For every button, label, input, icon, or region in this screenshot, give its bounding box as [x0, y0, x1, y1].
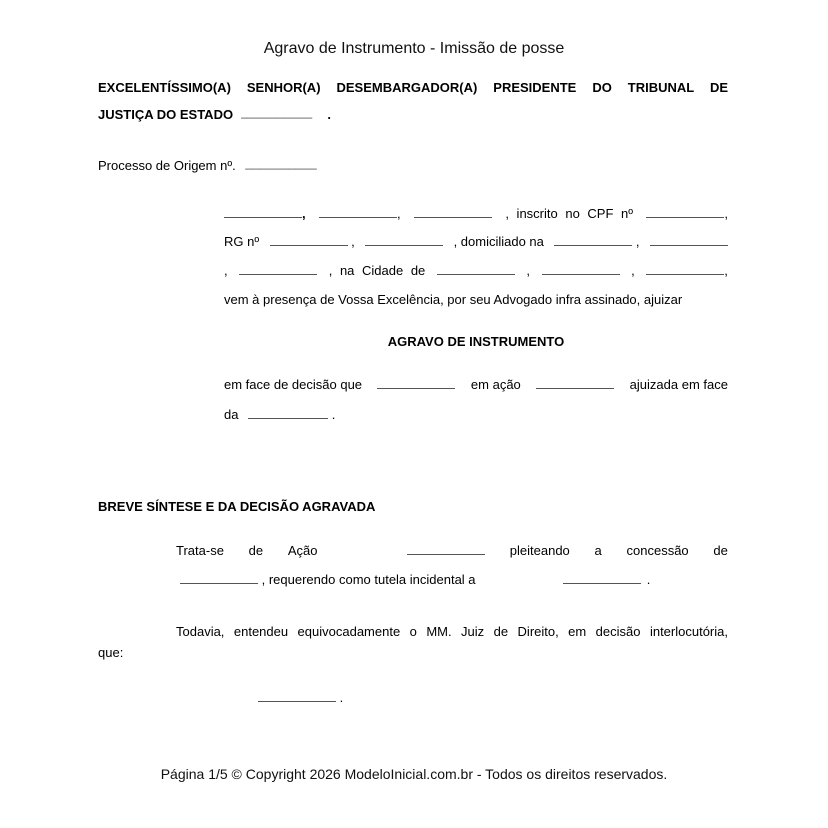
- action-blank[interactable]: [536, 378, 614, 389]
- sep: ,: [635, 234, 640, 249]
- cep-blank[interactable]: [646, 264, 724, 275]
- sep: ,: [351, 234, 355, 249]
- address-text-1: EXCELENTÍSSIMO(A) SENHOR(A) DESEMBARGADOR(A) PRESIDENTE DO TRIBUNAL DE: [98, 80, 728, 95]
- face-text-2: em ação: [470, 377, 521, 392]
- sep: ,: [724, 263, 728, 278]
- face-line-1: [224, 377, 728, 392]
- processo-label: Processo de Origem nº.: [98, 158, 236, 173]
- qualificacao-line-2: [224, 234, 728, 249]
- sep: ,: [631, 263, 635, 278]
- face-line-2: [224, 407, 335, 422]
- city-blank[interactable]: [437, 264, 515, 275]
- word: a: [594, 543, 602, 558]
- agravo-heading: AGRAVO DE INSTRUMENTO: [387, 334, 565, 349]
- face-text-4: da: [224, 407, 239, 422]
- word: Trata-se: [176, 543, 224, 558]
- nationality-blank[interactable]: [319, 207, 397, 218]
- processo-blank[interactable]: __________: [245, 155, 317, 170]
- todavia-paragraph: Todavia, entendeu equivocadamente o MM. Juiz de Direito, em decisão interlocutória,: [176, 624, 728, 639]
- sintese-text-2: , requerendo como tutela incidental a: [261, 572, 476, 587]
- word: pleiteando: [509, 543, 570, 558]
- address-text-2: JUSTIÇA DO ESTADO: [98, 107, 234, 122]
- final-end: .: [339, 690, 344, 705]
- qualificacao-line-3: [224, 263, 728, 278]
- acao-blank[interactable]: [407, 544, 485, 555]
- word: Ação: [287, 543, 318, 558]
- section-heading: BREVE SÍNTESE E DA DECISÃO AGRAVADA: [98, 499, 376, 514]
- decision-detail-blank[interactable]: [258, 691, 336, 702]
- street-blank[interactable]: [554, 235, 632, 246]
- address-line-2: [98, 104, 331, 122]
- cidade-label: , na Cidade de: [328, 263, 426, 278]
- sep: ,: [224, 263, 228, 278]
- rg-label: RG nº: [224, 234, 260, 249]
- name-blank[interactable]: [224, 207, 302, 218]
- district-blank[interactable]: [239, 264, 317, 275]
- page-footer: Página 1/5 © Copyright 2026 ModeloInicial.com.br - Todos os direitos reservados.: [160, 766, 668, 782]
- qualificacao-line-1: [224, 206, 728, 221]
- tutela-blank[interactable]: [563, 573, 641, 584]
- sep: ,: [526, 263, 531, 278]
- state-blank[interactable]: [542, 264, 620, 275]
- document-title: Agravo de Instrumento - Imissão de posse: [263, 40, 565, 57]
- cpf-blank[interactable]: [646, 207, 724, 218]
- state-blank-field[interactable]: __________: [240, 104, 313, 119]
- sep: ,: [724, 206, 728, 221]
- word: de: [713, 543, 728, 558]
- party-blank[interactable]: [248, 408, 328, 419]
- face-text-3: ajuizada em face: [629, 377, 728, 392]
- sep: ,: [302, 206, 306, 221]
- processo-line: [98, 155, 323, 173]
- face-end: .: [331, 407, 336, 422]
- number-blank[interactable]: [650, 235, 728, 246]
- sintese-line-2: [180, 572, 650, 587]
- address-end: .: [327, 107, 331, 122]
- qualificacao-line-4: vem à presença de Vossa Excelência, por seu Advogado infra assinado, ajuizar: [224, 292, 683, 307]
- rg-blank[interactable]: [270, 235, 348, 246]
- address-line-1: [98, 80, 728, 95]
- concessao-blank[interactable]: [180, 573, 258, 584]
- sintese-end: .: [646, 572, 651, 587]
- face-text-1: em face de decisão que: [224, 377, 363, 392]
- sintese-line-1: [176, 543, 728, 558]
- civil-status-blank[interactable]: [414, 207, 492, 218]
- decision-blank[interactable]: [377, 378, 455, 389]
- todavia-continuation: que:: [98, 645, 124, 660]
- final-blank-line: [258, 690, 343, 705]
- word: concessão: [626, 543, 689, 558]
- cpf-label: , inscrito no CPF nº: [505, 206, 634, 221]
- sep: ,: [396, 206, 401, 221]
- domicilio-label: , domiciliado na: [453, 234, 544, 249]
- word: de: [248, 543, 264, 558]
- org-blank[interactable]: [365, 235, 443, 246]
